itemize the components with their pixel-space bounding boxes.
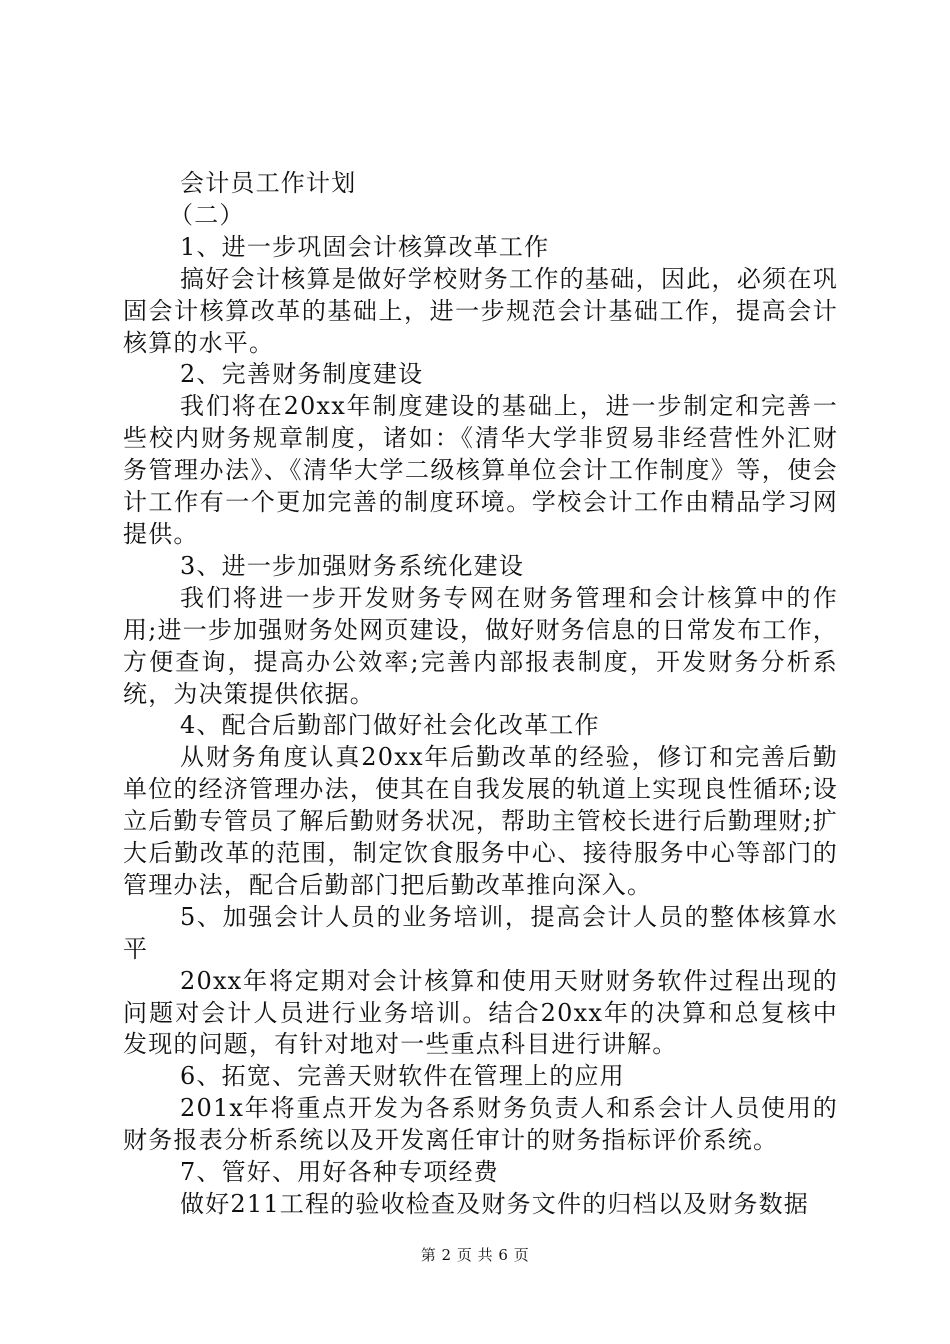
body-paragraph: 搞好会计核算是做好学校财务工作的基础，因此，必须在巩固会计核算改革的基础上，进一步规范会计基础工作，提高会计核算的水平。 — [123, 264, 838, 357]
body-paragraph: 201x年将重点开发为各系财务负责人和系会计人员使用的财务报表分析系统以及开发离任审计的财务指标评价系统。 — [123, 1094, 838, 1155]
section-heading: 4、配合后勤部门做好社会化改革工作 — [180, 711, 600, 740]
document-title: 会计员工作计划 — [180, 169, 357, 197]
body-paragraph: 我们将在20xx年制度建设的基础上，进一步制定和完善一些校内财务规章制度，诸如：《清华大学非贸易非经营性外汇财务管理办法》、《清华大学二级核算单位会计工作制度》等，使会计工作有一个更加完善的制度环境。学校会计工作由精品学习网提供。 — [123, 392, 838, 548]
page-footer: 第 2 页 共 6 页 — [420, 1246, 530, 1264]
section-heading: 7、管好、用好各种专项经费 — [180, 1158, 499, 1187]
section-heading: 3、进一步加强财务系统化建设 — [180, 551, 525, 580]
section-heading: 2、完善财务制度建设 — [180, 360, 424, 389]
body-paragraph: 从财务角度认真20xx年后勤改革的经验，修订和完善后勤单位的经济管理办法，使其在自我发展的轨道上实现良性循环;设立后勤专管员了解后勤财务状况，帮助主管校长进行后勤理财;扩大后勤改革的范围，制定饮食服务中心、接待服务中心等部门的管理办法，配合后勤部门把后勤改革推向深入。 — [123, 743, 838, 899]
document-body — [123, 168, 838, 1221]
body-paragraph: 20xx年将定期对会计核算和使用天财财务软件过程出现的问题对会计人员进行业务培训。结合20xx年的决算和总复核中发现的问题，有针对地对一些重点科目进行讲解。 — [123, 966, 838, 1059]
body-paragraph: 我们将进一步开发财务专网在财务管理和会计核算中的作用;进一步加强财务处网页建设，做好财务信息的日常发布工作，方便查询，提高办公效率;完善内部报表制度，开发财务分析系统，为决策提供依据。 — [123, 583, 838, 708]
section-heading: 6、拓宽、完善天财软件在管理上的应用 — [180, 1062, 625, 1091]
section-heading: 5、加强会计人员的业务培训，提高会计人员的整体核算水平 — [123, 902, 838, 963]
body-paragraph: 做好211工程的验收检查及财务文件的归档以及财务数据 — [180, 1190, 810, 1218]
document-subtitle: （二） — [169, 200, 245, 229]
section-heading: 1、进一步巩固会计核算改革工作 — [180, 232, 550, 261]
